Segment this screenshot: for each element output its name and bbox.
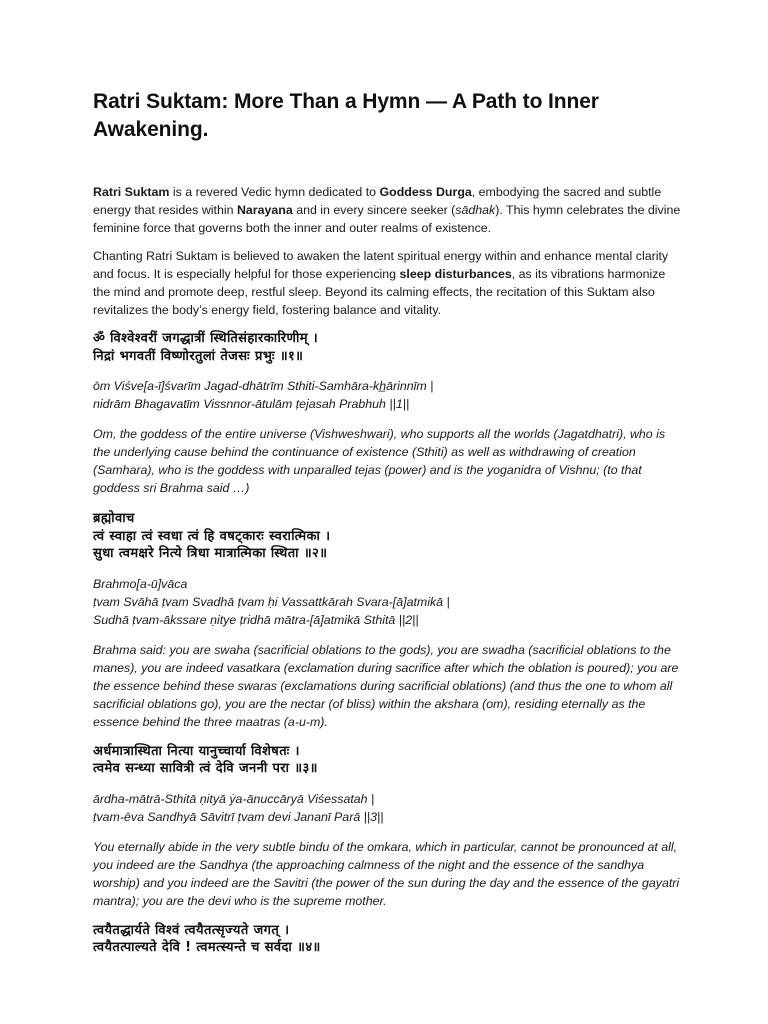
verse-3 xyxy=(93,743,683,910)
transliteration-line: Brahmo[a-ū]vāca xyxy=(93,576,188,591)
italic-term: sādhak xyxy=(455,203,496,217)
bold-term: Narayana xyxy=(236,203,293,217)
bold-term: Goddess Durga xyxy=(379,185,472,199)
verse-1 xyxy=(93,330,683,497)
sanskrit-line: सुधा त्वमक्षरे नित्ये त्रिधा मात्रात्मिका स्थिता ॥२॥ xyxy=(93,546,328,561)
sanskrit-line: अर्धमात्रास्थिता नित्या यानुच्चार्या विशेषतः । xyxy=(93,743,300,759)
transliteration-line: ṭvam-ēva Sandhyā Sāvitrī ṭvam devi Jananī Parā ||3|| xyxy=(93,809,384,824)
sanskrit-line: त्वयैतद्धार्यते विश्वं त्वयैतत्सृज्यते जगत् । xyxy=(93,922,290,938)
verse-translation: Brahma said: you are swaha (sacrificial oblations to the gods), you are swadha (sacrificial oblations to the manes), you are indeed vasatkara (exclamation during sacrifice after which the oblation is poured); you are the essence behind these swaras (exclamations during sacrificial oblations) (and thus the one to whom all sacrificial oblations go), you are the nectar (of bliss) within the akshara (om), residing eternally as the essence behind the three maatras (a-u-m). xyxy=(93,642,679,729)
verse-2 xyxy=(93,510,683,731)
intro-paragraph-2: Chanting Ratri Suktam is believed to awaken the latent spiritual energy within and enhance mental clarity and focus. It is especially helpful for those experiencing sleep disturbances, as its vibrations harmonize the mind and promote deep, restful sleep. Beyond its calming effects, the recitation of this Suktam also revitalizes the body’s energy field, fostering balance and vitality. xyxy=(93,249,669,317)
sanskrit-line: ब्रह्मोवाच xyxy=(93,511,135,526)
page-title: Ratri Suktam: More Than a Hymn — A Path to Inner Awakening. xyxy=(93,90,599,141)
intro-paragraph-1: Ratri Suktam is a revered Vedic hymn dedicated to Goddess Durga, embodying the sacred and subtle energy that resides within Narayana and in every sincere seeker (sādhak). This hymn celebrates the divine feminine force that governs both the inner and outer realms of existence. xyxy=(93,185,681,235)
sanskrit-line: त्वमेव सन्ध्या सावित्री त्वं देवि जननी परा ॥३॥ xyxy=(93,761,318,776)
verse-translation: You eternally abide in the very subtle bindu of the omkara, which in particular, cannot be pronounced at all, you indeed are the Sandhya (the approaching calmness of the night and the essence of the sandhya worship) and you indeed are the Savitri (the power of the sun during the day and the essence of the gayatri mantra); you are the devi who is the supreme mother. xyxy=(93,839,680,908)
bold-term: Ratri Suktam xyxy=(93,185,170,199)
verse-4 xyxy=(93,922,683,957)
verse-translation: Om, the goddess of the entire universe (Vishweshwari), who supports all the worlds (Jagatdhatri), who is the underlying cause behind the continuance of existence (Sthiti) as well as withdrawing of creation (Samhara), who is the goddess with unparalled tejas (power) and is the yoganidra of Vishnu; (to that goddess sri Brahma said …) xyxy=(93,427,666,495)
sanskrit-line: ॐ विश्वेश्वरीं जगद्धात्रीं स्थितिसंहारकारिणीम् । xyxy=(93,331,319,346)
sanskrit-line: त्वं स्वाहा त्वं स्वधा त्वं हि वषट्कारः स्वरात्मिका । xyxy=(93,528,331,544)
transliteration-line: ṭvam Svāhā ṭvam Svadhā ṭvam ḥi Vassattkārah Svara-[ā]atmikā | xyxy=(93,594,450,609)
sanskrit-line: त्वयैतत्पाल्यते देवि ! त्वमत्स्यन्ते च सर्वदा ॥४॥ xyxy=(93,940,321,955)
sanskrit-line: निद्रां भगवतीं विष्णोरतुलां तेजसः प्रभुः ॥१॥ xyxy=(93,348,304,364)
transliteration-line: ārdha-mātrā-Sthitā ṇityā ẏa-ānuccāryā Viśessatah | xyxy=(93,791,375,806)
transliteration-line: nidrām Bhagavatīm Vissnnor-ātulām ṭejasah Prabhuh ||1|| xyxy=(93,397,410,411)
transliteration-line: Sudhā ṭvam-ākssare ṇitye ṭridhā mātra-[ā]atmikā Sthitā ||2|| xyxy=(93,612,419,627)
transliteration-line: ōm Viśve[a-ī]śvarīm Jagad-dhātrīm Sthiti-Samhāra-kh̲ārinnīm | xyxy=(93,379,434,393)
document-page xyxy=(93,88,683,957)
bold-term: sleep disturbances xyxy=(399,267,512,281)
